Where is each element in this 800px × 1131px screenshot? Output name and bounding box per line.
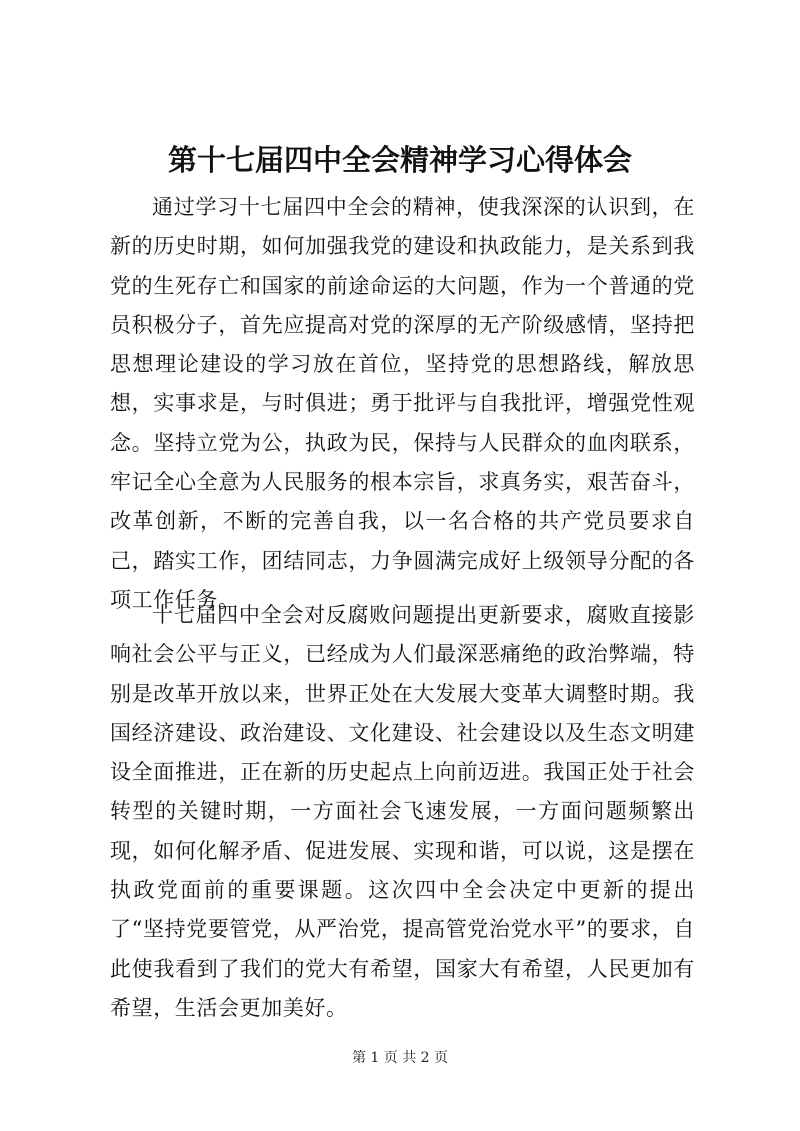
document-title: 第十七届四中全会精神学习心得体会: [167, 143, 632, 177]
page-number-footer: 第 1 页 共 2 页: [351, 1050, 449, 1066]
body-paragraph-2: 十七届四中全会对反腐败问题提出更新要求，腐败直接影响社会公平与正义，已经成为人们最深恶痛绝的政治弊端，特别是改革开放以来，世界正处在大发展大变革大调整时期。我国经济建设、政治建设、文化建设、社会建设以及生态文明建设全面推进，正在新的历史起点上向前迈进。我国正处于社会转型的关键时期，一方面社会飞速发展，一方面问题频繁出现，如何化解矛盾、促进发展、实现和谐，可以说，这是摆在执政党面前的重要课题。这次四中全会决定中更新的提出了“坚持党要管党，从严治党，提高管党治党水平”的要求，自此使我看到了我们的党大有希望，国家大有希望，人民更加有希望，生活会更加美好。: [110, 603, 695, 1020]
body-paragraph-1: 通过学习十七届四中全会的精神，使我深深的认识到，在新的历史时期，如何加强我党的建设和执政能力，是关系到我党的生死存亡和国家的前途命运的大问题，作为一个普通的党员积极分子，首先应提高对党的深厚的无产阶级感情，坚持把思想理论建设的学习放在首位，坚持党的思想路线，解放思想，实事求是，与时俱进；勇于批评与自我批评，增强党性观念。坚持立党为公，执政为民，保持与人民群众的血肉联系，牢记全心全意为人民服务的根本宗旨，求真务实，艰苦奋斗，改革创新，不断的完善自我，以一名合格的共产党员要求自己，踏实工作，团结同志，力争圆满完成好上级领导分配的各项工作任务。: [110, 195, 695, 612]
